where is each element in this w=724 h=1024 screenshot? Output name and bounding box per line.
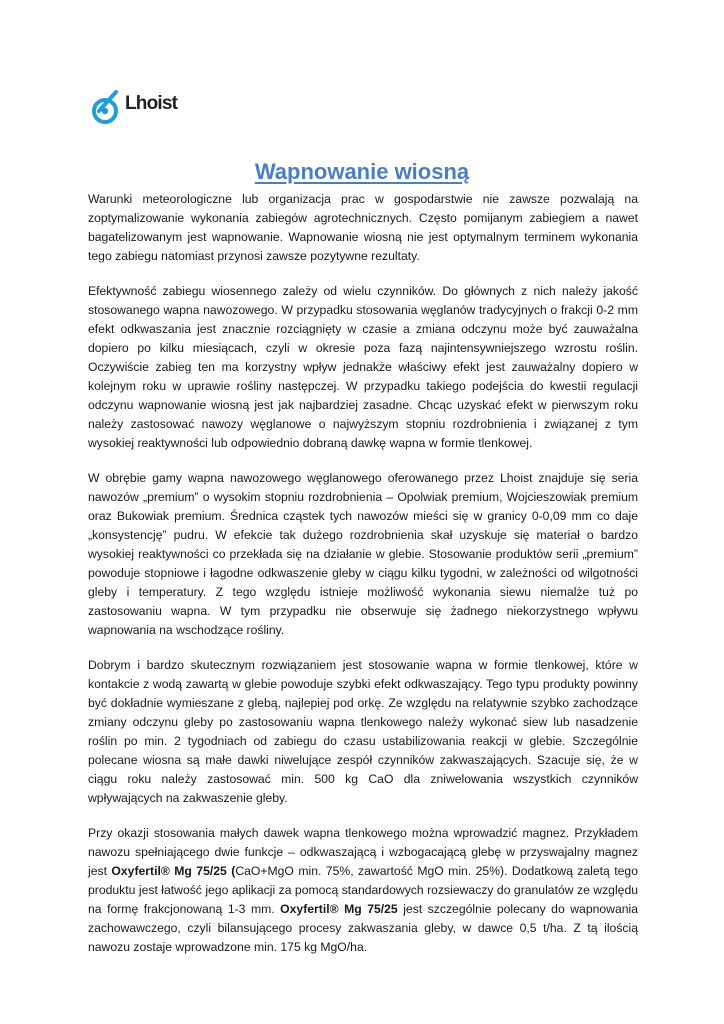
logo-text: Lhoist <box>125 93 178 114</box>
product-name-1: Oxyfertil® Mg 75/25 ( <box>111 864 236 878</box>
company-logo <box>90 88 177 126</box>
document-body <box>88 190 638 973</box>
lhoist-logo-icon <box>90 88 124 126</box>
paragraph-5-text-2: CaO+MgO min. 75%, zawartość MgO min. 25%). Dodatkową zaletą tego produktu jest łatwość jego aplikacji za pomocą standardowych rozsiewaczy do granulatów ze względu na formę frakcjonowaną 1-3 mm. <box>88 864 638 916</box>
paragraph-5-text-1: Przy okazji stosowania małych dawek wapna tlenkowego można wprowadzić magnez. Przykładem nawozu spełniającego dwie funkcje – odkwaszającą i wzbogacającą glebę w przyswajalny magnez jest <box>88 826 638 878</box>
paragraph-3: W obrębie gamy wapna nawozowego węglanowego oferowanego przez Lhoist znajduje się seria nawozów „premium” o wysokim stopniu rozdrobnienia – Opolwiak premium, Wojcieszowiak premium oraz Bukowiak premium. Średnica cząstek tych nawozów mieści się w granicy 0-0,09 mm co daje „konsystencję” pudru. W efekcie tak dużego rozdrobnienia skał uzyskuje się materiał o bardzo wysokiej reaktywności co przekłada się na działanie w glebie. Stosowanie produktów serii „premium” powoduje stopniowe i łagodne odkwaszenie gleby w ciągu kilku tygodni, w zależności od wilgotności gleby i temperatury. Z tego względu istnieje możliwość wykonania siewu niemalże tuż po zastosowaniu wapna. W tym przypadku nie obserwuje się żadnego niekorzystnego wpływu wapnowania na wschodzące rośliny. <box>88 471 638 637</box>
paragraph-1: Warunki meteorologiczne lub organizacja prac w gospodarstwie nie zawsze pozwalają na zoptymalizowanie wykonania zabiegów agrotechnicznych. Często pomijanym zabiegiem a nawet bagatelizowanym jest wapnowanie. Wapnowanie wiosną nie jest optymalnym terminem wykonania tego zabiegu natomiast przynosi zawsze pozytywne rezultaty. <box>88 192 638 263</box>
paragraph-2: Efektywność zabiegu wiosennego zależy od wielu czynników. Do głównych z nich należy jakość stosowanego wapna nawozowego. W przypadku stosowania węglanów tradycyjnych o frakcji 0-2 mm efekt odkwaszania jest znacznie rozciągnięty w czasie a zmiana odczynu może być zauważalna dopiero po kilku miesiącach, czyli w okresie poza fazą najintensywniejszego wzrostu roślin. Oczywiście zabieg ten ma korzystny wpływ jednakże właściwy efekt jest zauważalny dopiero w kolejnym roku w uprawie rośliny następczej. W przypadku takiego podejścia do kwestii regulacji odczynu wapnowanie wiosną jest jak najbardziej zasadne. Chcąc uzyskać efekt w pierwszym roku należy zastosować nawozy węglanowe o najwyższym stopniu rozdrobnienia i związanej z tym wysokiej reaktywności lub odpowiednio dobraną dawkę wapna w formie tlenkowej. <box>88 284 638 450</box>
product-name-2: Oxyfertil® Mg 75/25 <box>280 902 398 916</box>
paragraph-5 <box>88 824 638 957</box>
paragraph-4: Dobrym i bardzo skutecznym rozwiązaniem jest stosowanie wapna w formie tlenkowej, które w kontakcie z wodą zawartą w glebie powoduje szybki efekt odkwaszający. Tego typu produkty powinny być dokładnie wymieszane z glebą, najlepiej pod orkę. Ze względu na relatywnie szybko zachodzące zmiany odczynu gleby po zastosowaniu wapna tlenkowego należy wykonać siew lub nasadzenie roślin po min. 2 tygodniach od zabiegu do czasu ustabilizowania reakcji w glebie. Szczególnie polecane wiosna są małe dawki niwelujące zespół czynników zakwaszających. Szacuje się, że w ciągu roku należy zastosować min. 500 kg CaO dla zniwelowania wszystkich czynników wpływających na zakwaszenie gleby. <box>88 658 638 805</box>
paragraph-5-text-3: jest szczególnie polecany do wapnowania zachowawczego, czyli bilansującego procesy zakwaszania gleby, w dawce 0,5 t/ha. Z tą ilością nawozu zostaje wprowadzone min. 175 kg MgO/ha. <box>88 902 638 954</box>
page-title: Wapnowanie wiosną <box>254 158 470 184</box>
